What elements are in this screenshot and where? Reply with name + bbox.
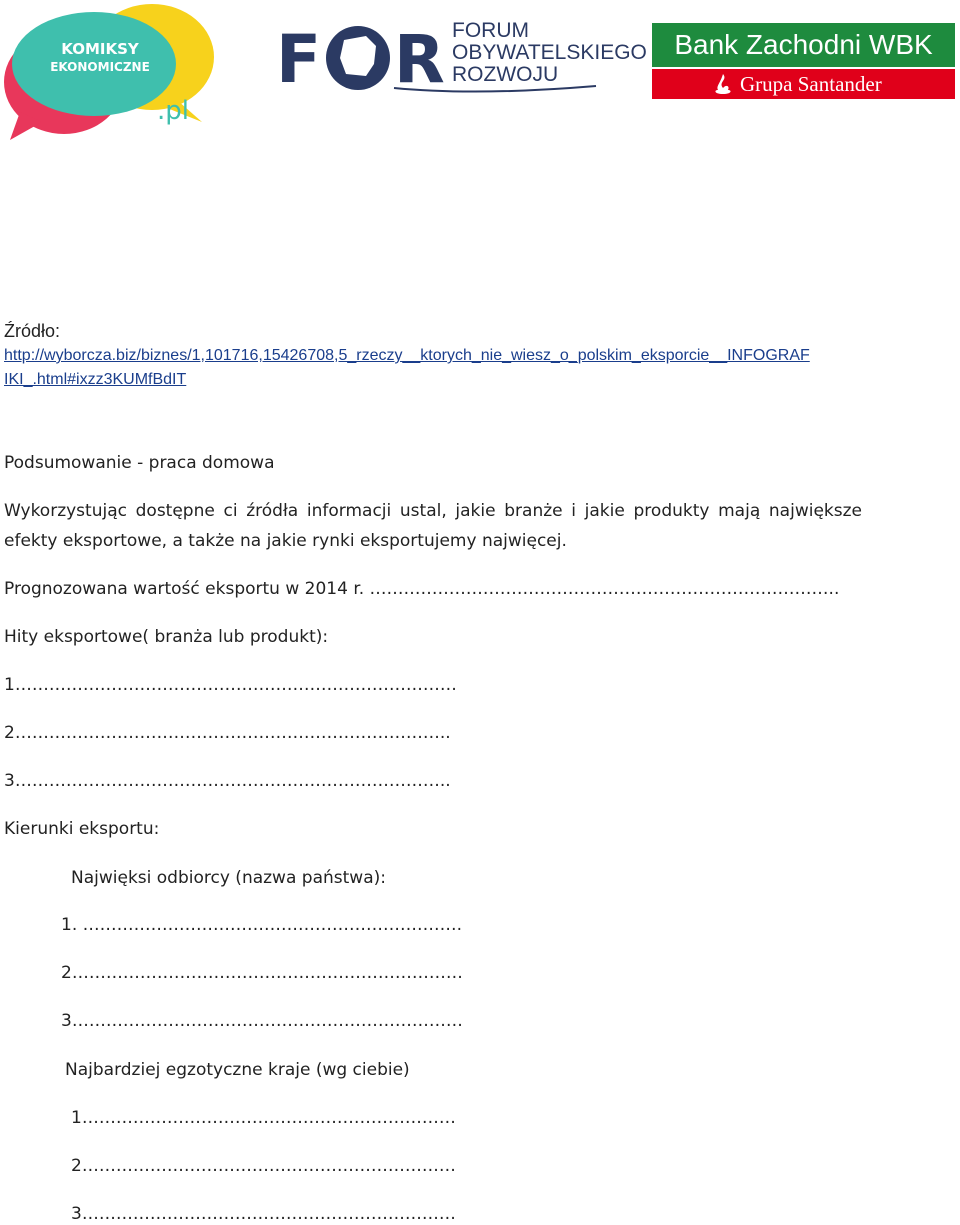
recipient-item-3: 3…………………………………………………………… bbox=[61, 1011, 463, 1031]
komiksy-ekonomiczne-logo bbox=[2, 2, 216, 142]
source-label: Źródło: bbox=[4, 321, 61, 341]
hits-item-2: 2………………………………………………………………….. bbox=[4, 723, 451, 743]
exotic-item-3: 3………………………………………………………… bbox=[71, 1204, 456, 1224]
source-link-line-1[interactable]: http://wyborcza.biz/biznes/1,101716,15426708,5_rzeczy__ktorych_nie_wiesz_o_polskim_eksporcie__INFOGRAF bbox=[4, 347, 810, 364]
exotic-item-1: 1………………………………………………………… bbox=[71, 1108, 456, 1128]
hits-label: Hity eksportowe( branża lub produkt): bbox=[4, 627, 329, 647]
for-logo-text: FORUM OBYWATELSKIEGO ROZWOJU bbox=[452, 19, 647, 86]
hits-item-3: 3………………………………………………………………….. bbox=[4, 771, 451, 791]
hits-item-1: 1…………………………………………………………………… bbox=[4, 675, 457, 695]
santander-flame-icon bbox=[712, 72, 734, 96]
homework-instruction-line-1: Wykorzystując dostępne ci źródła informacji ustal, jakie branże i jakie produkty mają największe bbox=[4, 501, 862, 521]
recipient-item-1: 1. …………………………………………………………. bbox=[61, 915, 463, 935]
directions-label: Kierunki eksportu: bbox=[4, 819, 160, 839]
exotic-item-2: 2………………………………………………………… bbox=[71, 1156, 456, 1176]
bank-logo-group: Grupa Santander bbox=[740, 72, 882, 96]
homework-title: Podsumowanie - praca domowa bbox=[4, 453, 275, 473]
bank-logo-name: Bank Zachodni WBK bbox=[652, 23, 955, 67]
exotic-label: Najbardziej egzotyczne kraje (wg ciebie) bbox=[65, 1060, 410, 1080]
svg-text:F: F bbox=[276, 21, 322, 94]
komiksy-logo-domain: .pl bbox=[157, 96, 189, 126]
recipients-label: Najwięksi odbiorcy (nazwa państwa): bbox=[71, 868, 386, 888]
bank-zachodni-wbk-logo bbox=[652, 23, 955, 99]
komiksy-logo-text: KOMIKSY EKONOMICZNE bbox=[50, 40, 150, 74]
source-link-line-2[interactable]: IKI_.html#ixzz3KUMfBdIT bbox=[4, 371, 187, 388]
svg-text:R: R bbox=[394, 21, 445, 94]
homework-instruction-line-2: efekty eksportowe, a także na jakie rynki eksportujemy najwięcej. bbox=[4, 531, 567, 551]
forecast-line: Prognozowana wartość eksportu w 2014 r. ……………………………………………………………………….. bbox=[4, 579, 840, 599]
recipient-item-2: 2…………………………………………………………… bbox=[61, 963, 463, 983]
for-logo bbox=[276, 18, 647, 94]
